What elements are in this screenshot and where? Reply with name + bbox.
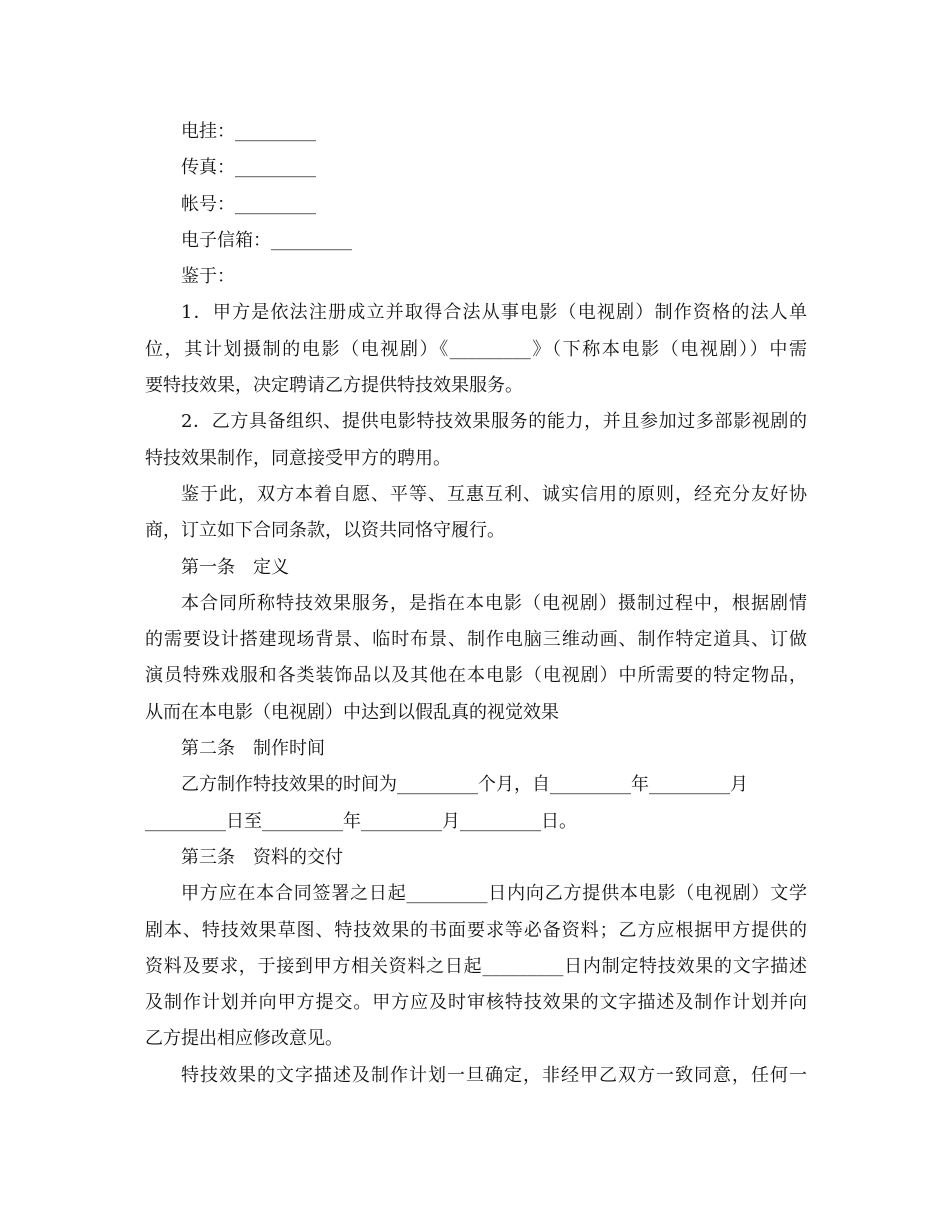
text-line: 位，其计划摄制的电影（电视剧）《_________》（下称本电影（电视剧））中需	[145, 338, 807, 360]
text-line: 帐号：_________	[181, 193, 316, 215]
text-line: 电子信箱：_________	[181, 229, 352, 251]
text-line: 第三条 资料的交付	[181, 846, 343, 868]
contract-text	[145, 114, 807, 1094]
text-line: 第一条 定义	[181, 556, 289, 578]
text-line: 商，订立如下合同条款，以资共同恪守履行。	[145, 520, 505, 542]
text-line: 的需要设计搭建现场背景、临时布景、制作电脑三维动画、制作特定道具、订做	[145, 629, 807, 651]
text-line: 特技效果的文字描述及制作计划一旦确定，非经甲乙双方一致同意，任何一	[181, 1064, 807, 1086]
text-line: 1．甲方是依法注册成立并取得合法从事电影（电视剧）制作资格的法人单	[181, 302, 807, 324]
text-line: 第二条 制作时间	[181, 738, 325, 760]
text-line: 传真：_________	[181, 157, 316, 179]
text-line: 资料及要求，于接到甲方相关资料之日起_________日内制定特技效果的文字描述	[145, 955, 807, 977]
text-line: 及制作计划并向甲方提交。甲方应及时审核特技效果的文字描述及制作计划并向	[145, 992, 807, 1014]
text-line: 本合同所称特技效果服务，是指在本电影（电视剧）摄制过程中，根据剧情	[181, 592, 807, 614]
text-line: 鉴于此，双方本着自愿、平等、互惠互利、诚实信用的原则，经充分友好协	[181, 483, 807, 505]
text-line: 2．乙方具备组织、提供电影特技效果服务的能力，并且参加过多部影视剧的	[181, 411, 807, 433]
text-line: 乙方制作特技效果的时间为_________个月，自_________年_________月	[181, 774, 748, 796]
text-line: _________日至_________年_________月_________日。	[145, 810, 577, 832]
text-line: 特技效果制作，同意接受甲方的聘用。	[145, 447, 451, 469]
text-line: 鉴于：	[181, 266, 235, 288]
text-line: 甲方应在本合同签署之日起_________日内向乙方提供本电影（电视剧）文学	[181, 883, 807, 905]
text-line: 电挂：_________	[181, 121, 316, 142]
text-line: 要特技效果，决定聘请乙方提供特技效果服务。	[145, 375, 523, 397]
text-line: 剧本、特技效果草图、特技效果的书面要求等必备资料；乙方应根据甲方提供的	[145, 919, 807, 941]
text-line: 乙方提出相应修改意见。	[145, 1028, 343, 1050]
text-line: 从而在本电影（电视剧）中达到以假乱真的视觉效果	[145, 701, 559, 723]
text-line: 演员特殊戏服和各类装饰品以及其他在本电影（电视剧）中所需要的特定物品，	[145, 665, 807, 687]
